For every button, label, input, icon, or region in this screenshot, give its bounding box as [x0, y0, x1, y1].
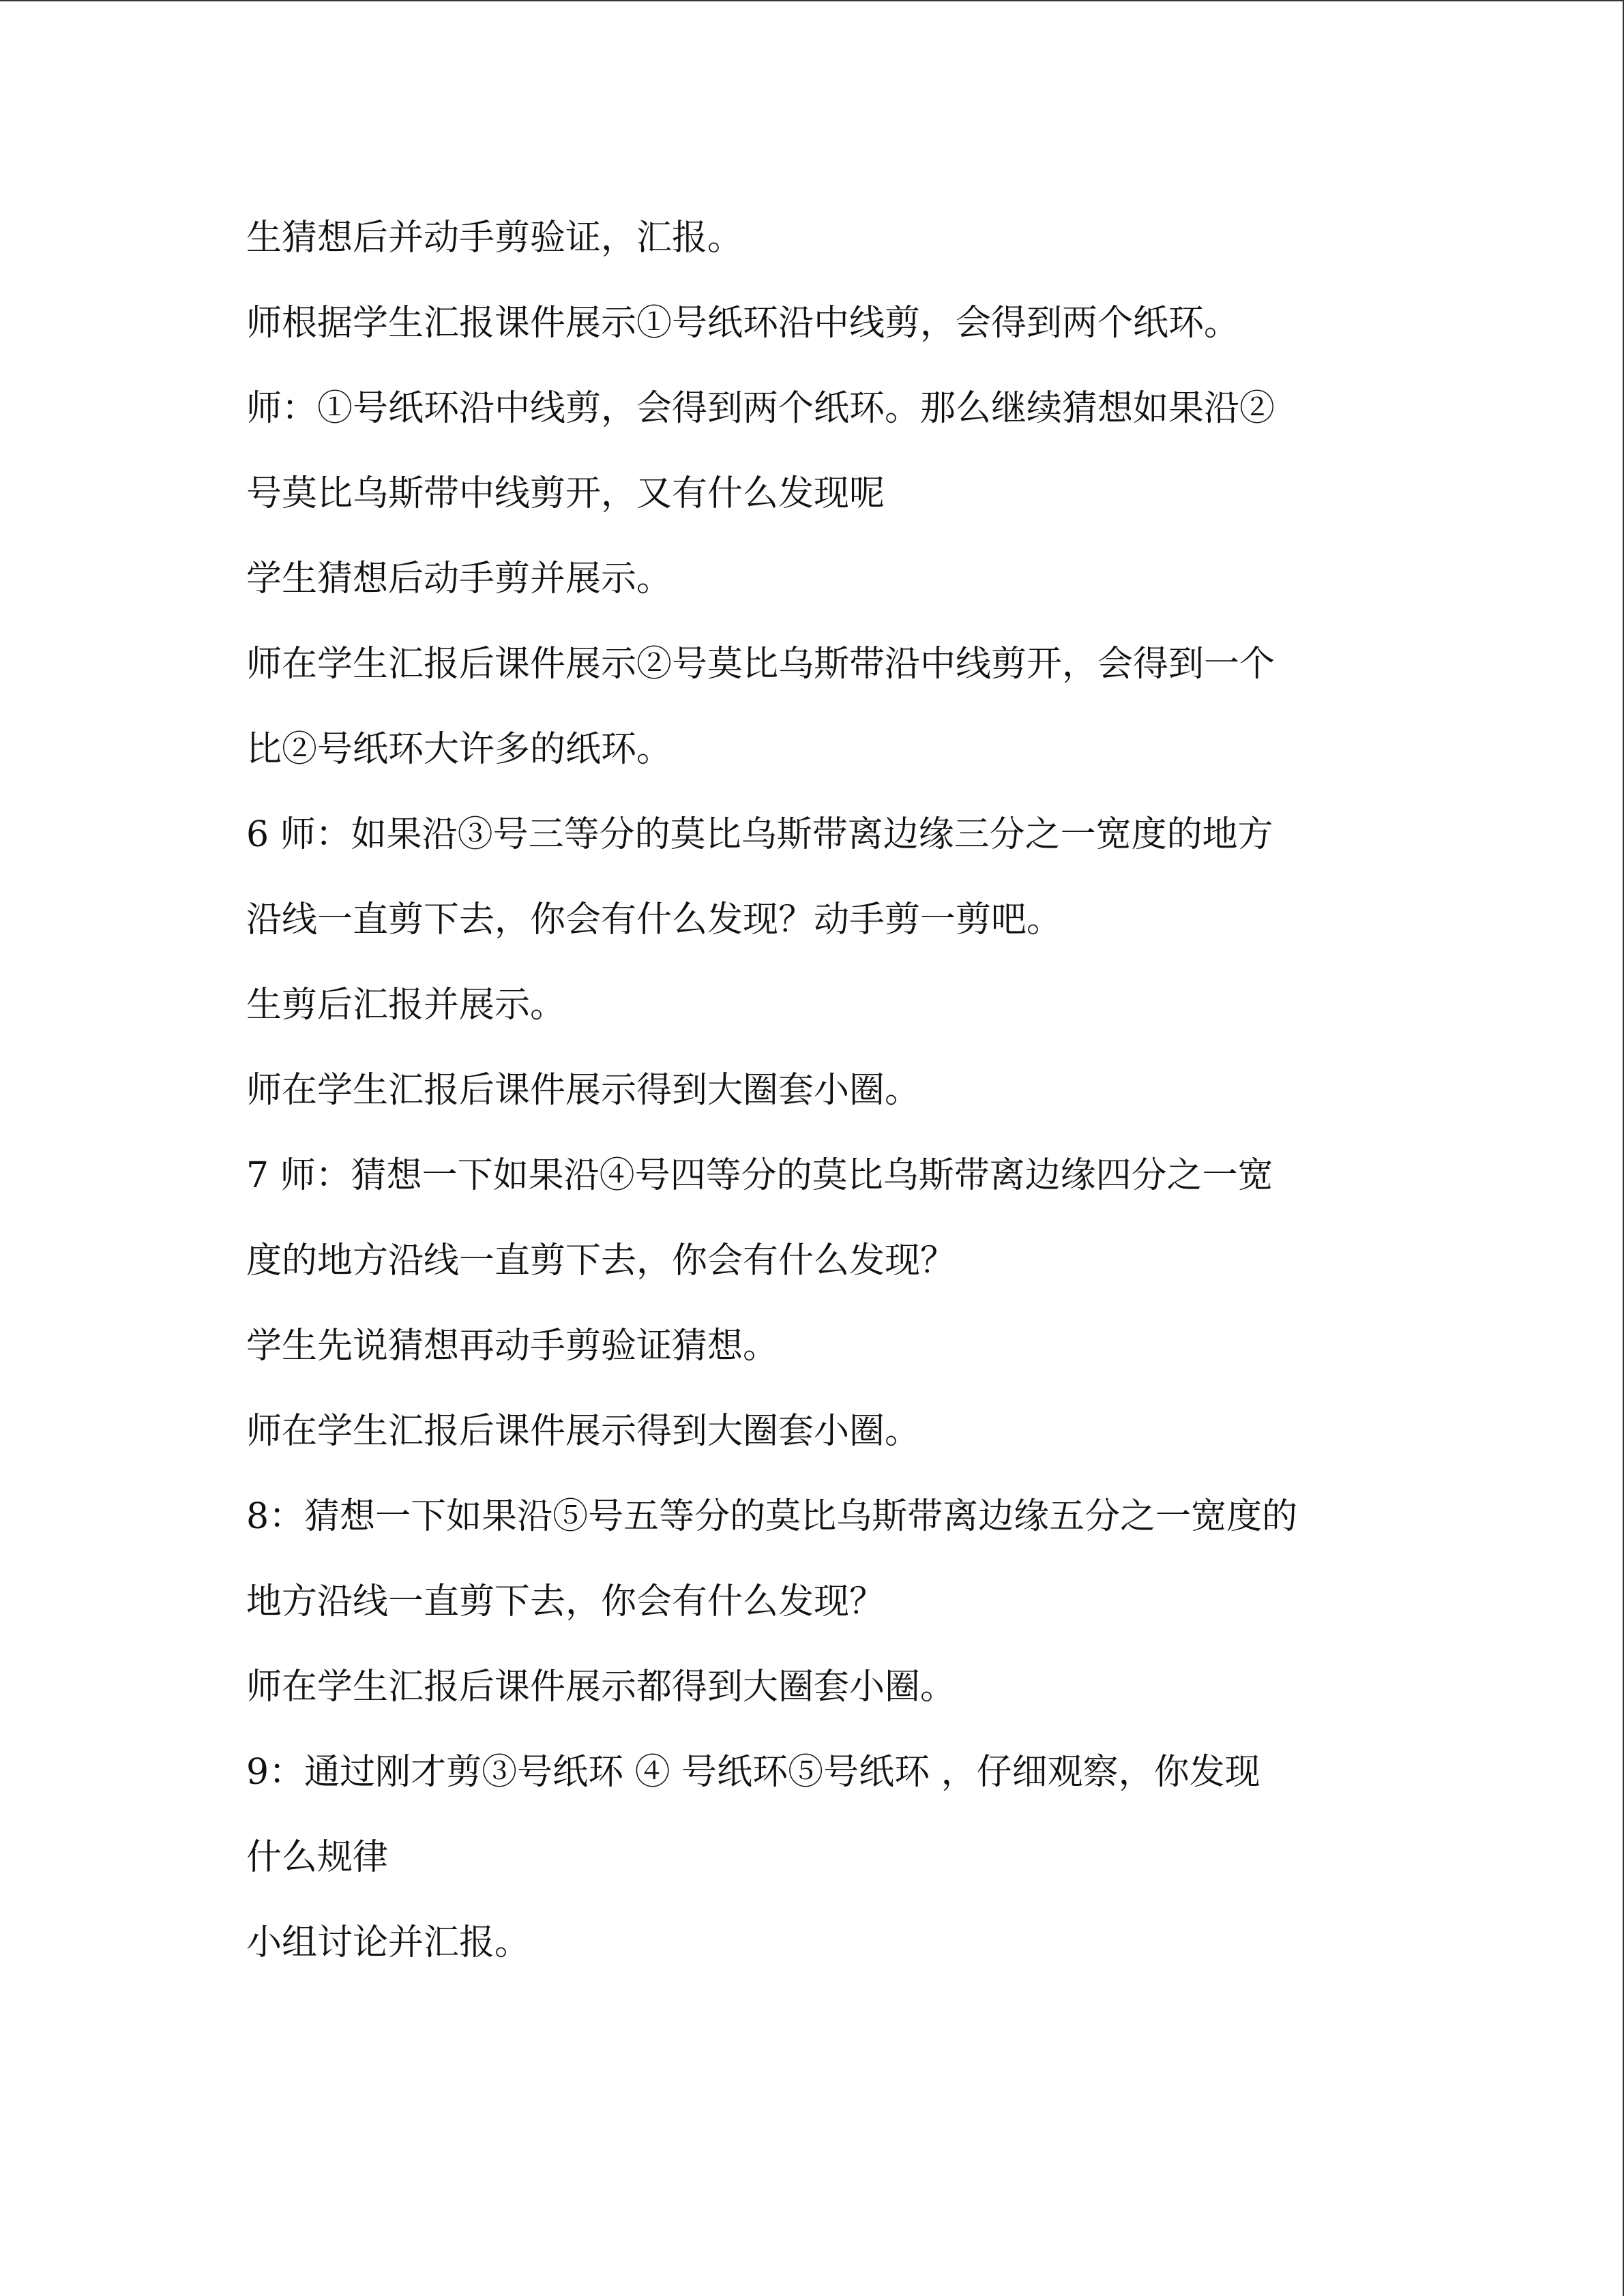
paragraph-line: 7 师：猜想一下如果沿④号四等分的莫比乌斯带离边缘四分之一宽: [246, 1155, 1273, 1196]
paragraph-line: 比②号纸环大许多的纸环。: [246, 729, 673, 770]
paragraph-line: 师在学生汇报后课件展示②号莫比乌斯带沿中线剪开，会得到一个: [246, 644, 1275, 685]
document-body: [246, 214, 1378, 2004]
paragraph-line: 师在学生汇报后课件展示得到大圈套小圈。: [246, 1070, 921, 1111]
paragraph-line: 学生先说猜想再动手剪验证猜想。: [246, 1326, 779, 1367]
paragraph-line: 师根据学生汇报课件展示①号纸环沿中线剪，会得到两个纸环。: [246, 303, 1240, 344]
paragraph-line: 小组讨论并汇报。: [246, 1922, 531, 1963]
paragraph-line: 师：①号纸环沿中线剪，会得到两个纸环。那么继续猜想如果沿②: [246, 388, 1275, 429]
paragraph-line: 学生猜想后动手剪并展示。: [246, 558, 673, 599]
paragraph-line: 9：通过刚才剪③号纸环 ④ 号纸环⑤号纸环 ，仔细观察，你发现: [246, 1752, 1260, 1793]
paragraph-line: 度的地方沿线一直剪下去，你会有什么发现？: [246, 1240, 956, 1281]
paragraph-line: 什么规律: [246, 1837, 389, 1878]
paragraph-line: 8：猜想一下如果沿⑤号五等分的莫比乌斯带离边缘五分之一宽度的: [246, 1496, 1298, 1537]
paragraph-line: 号莫比乌斯带中线剪开，又有什么发现呢: [246, 473, 885, 514]
paragraph-line: 地方沿线一直剪下去，你会有什么发现？: [246, 1581, 885, 1622]
paragraph-line: 生剪后汇报并展示。: [246, 985, 566, 1026]
paragraph-line: 师在学生汇报后课件展示得到大圈套小圈。: [246, 1411, 921, 1452]
paragraph-line: 师在学生汇报后课件展示都得到大圈套小圈。: [246, 1667, 956, 1708]
paragraph-line: 6 师：如果沿③号三等分的莫比乌斯带离边缘三分之一宽度的地方: [246, 814, 1273, 855]
paragraph-line: 生猜想后并动手剪验证，汇报。: [246, 218, 743, 258]
paragraph-line: 沿线一直剪下去，你会有什么发现？动手剪一剪吧。: [246, 899, 1063, 940]
